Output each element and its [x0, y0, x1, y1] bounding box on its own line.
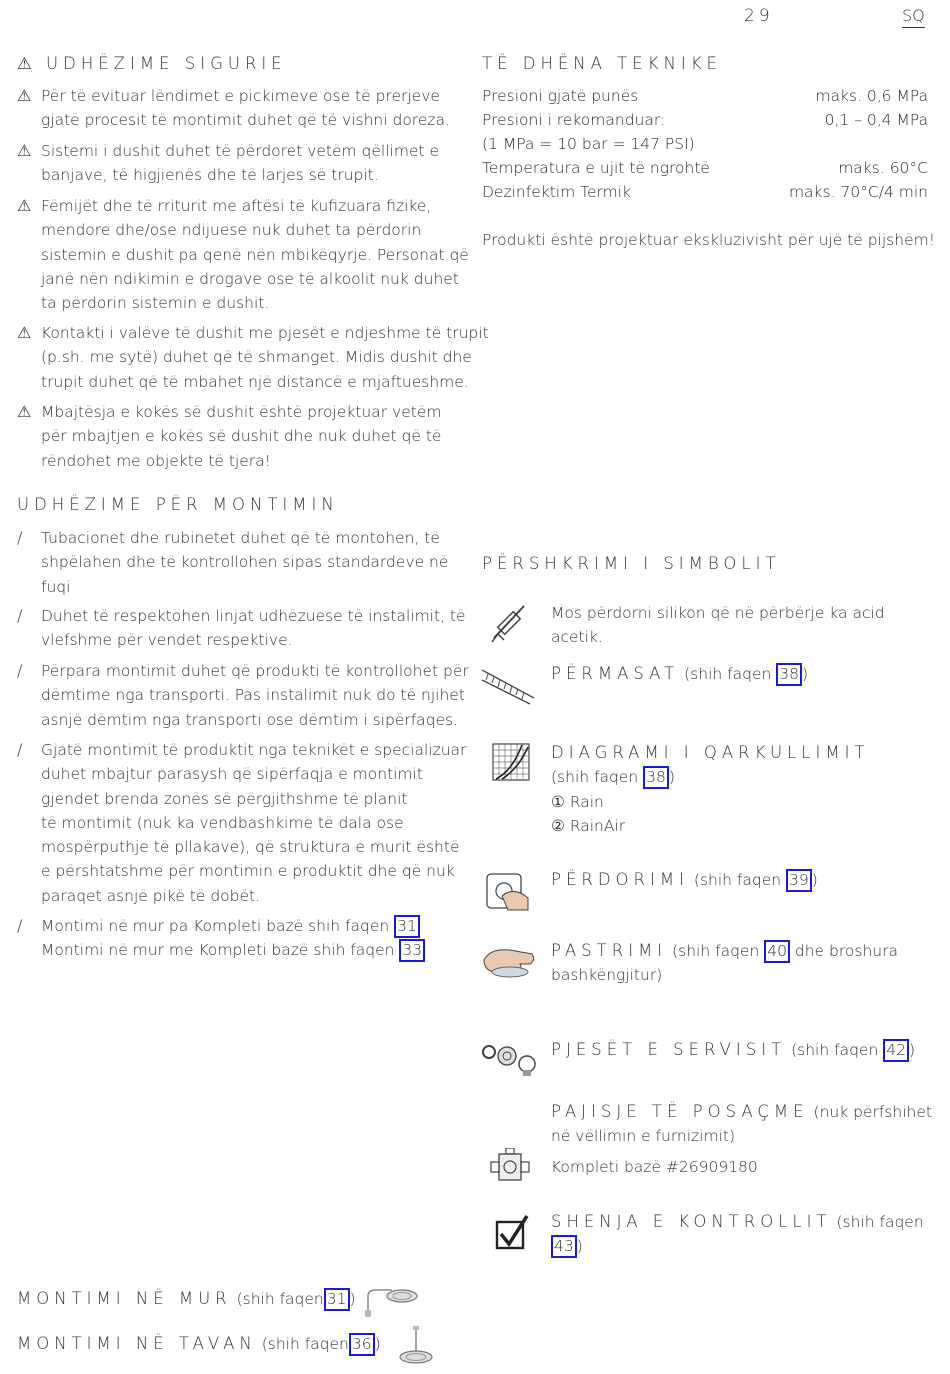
page-link-31-wall[interactable]: 31 [324, 1288, 350, 1311]
wall-shower-icon [362, 1282, 420, 1320]
checkbox-checked-icon [494, 1214, 530, 1252]
warning-icon: ⚠ [17, 196, 32, 215]
silicone-warning: Mos përdorni silikon që në përbërje ka acid acetik. [551, 604, 885, 647]
ruler-icon [480, 666, 538, 706]
warning-icon: ⚠ [17, 323, 32, 342]
tech-row: Presioni gjatë punës maks. 0,6 MPa [482, 87, 928, 105]
cleaning-hand-icon [480, 940, 538, 980]
page-link-36[interactable]: 36 [349, 1333, 375, 1356]
ceiling-mounting-ref: MONTIMI NË TAVAN (shih faqen 36 ) [17, 1332, 381, 1356]
flow-diagram-icon [492, 743, 530, 781]
mounting-item-5: / Montimi në mur pa Kompleti bazë shih faqen 31 Montimi në mur me Kompleti bazë shih faqen 33 [17, 914, 425, 963]
tech-row: Temperatura e ujit të ngrohtë maks. 60°C [482, 159, 928, 177]
silicone-gun-icon [488, 600, 532, 644]
flow-diagram-ref: DIAGRAMI I QARKULLIMIT (shih faqen 38 ) ① Rain ② RainAir [551, 743, 870, 835]
base-kit-icon [489, 1148, 531, 1186]
page-link-31[interactable]: 31 [394, 915, 420, 938]
slash-bullet: / [17, 528, 23, 547]
tech-heading: TË DHËNA TEKNIKE [482, 54, 722, 73]
wall-mounting-ref: MONTIMI NË MUR (shih faqen 31 ) [17, 1287, 356, 1311]
tech-row: Dezinfektim Termik maks. 70°C/4 min [482, 183, 928, 201]
mounting-item-2: / Duhet të respektohen linjat udhëzuese të instalimit, të vlefshme për vendet respektive. [17, 606, 466, 650]
mounting-item-4: / Gjatë montimit të produktit nga teknikët e specializuar duhet mbajtur parasysh që sipërfaqja e montimit gjendet brenda zonës së përgjithshme të planit të montimit (nuk ka vendbashkime të dala ose mospërputhje të pllakave), që struktura e murit është e përshtatshme për montimin e produktit dhe që nuk paraqet asnjë pikë të dobët. [17, 740, 467, 905]
cleaning-ref: PASTRIMI (shih faqen 40 dhe broshura bashkëngjitur) [551, 941, 898, 985]
mounting-item-1: / Tubacionet dhe rubinetet duhet që të montohen, të shpëlahen dhe të kontrollohen sipas standardeve në fuqi [17, 528, 449, 596]
usage-ref: PËRDORIMI (shih faqen 39 ) [551, 868, 818, 892]
dimensions-ref: PËRMASAT (shih faqen 38 ) [551, 662, 808, 686]
safety-item-2: ⚠ Sistemi i dushit duhet të përdoret vetëm qëllimet e banjave, të higjienës dhe të larjes së trupit. [17, 141, 440, 185]
warning-icon: ⚠ [17, 86, 32, 105]
page-link-38[interactable]: 38 [776, 663, 802, 686]
warning-icon: ⚠ [17, 54, 32, 73]
tech-row: Presioni i rekomanduar: 0,1 – 0,4 MPa [482, 111, 928, 129]
slash-bullet: / [17, 661, 23, 680]
special-accessories: PAJISJE TË POSAÇME (nuk përfshihet në vëllimin e furnizimit) [551, 1102, 932, 1146]
page-link-38-flow[interactable]: 38 [643, 766, 669, 789]
warning-icon: ⚠ [17, 141, 32, 160]
base-kit-label: Kompleti bazë #26909180 [551, 1158, 758, 1176]
slash-bullet: / [17, 740, 23, 759]
safety-heading: ⚠ UDHËZIME SIGURIE [17, 54, 287, 73]
spare-parts-icon [481, 1040, 539, 1078]
hand-control-icon [484, 868, 534, 912]
warning-icon: ⚠ [17, 402, 32, 421]
page-link-42[interactable]: 42 [883, 1039, 909, 1062]
safety-item-5: ⚠ Mbajtësja e kokës së dushit është projektuar vetëm për mbajtjen e kokës së dushit dhe nuk duhet që të rëndohet me objekte të tjera! [17, 402, 442, 470]
slash-bullet: / [17, 916, 23, 935]
ceiling-shower-icon [396, 1325, 436, 1369]
page-link-39[interactable]: 39 [786, 869, 812, 892]
safety-item-1: ⚠ Për të evituar lëndimet e pickimeve ose të prerjeve gjatë procesit të montimit duhet që të vishni doreza. [17, 86, 450, 130]
language-code: SQ [902, 6, 925, 28]
page-link-43[interactable]: 43 [551, 1235, 577, 1258]
slash-bullet: / [17, 606, 23, 625]
safety-item-3: ⚠ Fëmijët dhe të rriturit me aftësi të kufizuara fizike, mendore dhe/ose ndijuese nuk duhet ta përdorin sistemin e dushit pa qenë nën mbikëqyrje. Personat që janë nën ndikimin e drogave ose të alkoolit nuk duhet ta përdorin sistemin e dushit. [17, 196, 469, 313]
symbols-heading: PËRSHKRIMI I SIMBOLIT [482, 554, 781, 573]
safety-item-4: ⚠ Kontakti i valëve të dushit me pjesët e ndjeshme të trupit (p.sh. me sytë) duhet që të shmanget. Midis dushit dhe trupit duhet që të mbahet një distancë e mjaftueshme. [17, 323, 489, 391]
page-number: 29 [744, 6, 774, 26]
spare-parts-ref: PJESËT E SERVISIT (shih faqen 42 ) [551, 1038, 915, 1062]
mounting-item-3: / Përpara montimit duhet që produkti të kontrollohet për dëmtime nga transporti. Pas instalimit nuk do të njihet asnjë dëmtim nga transporti ose dëmtim i sipërfaqes. [17, 661, 469, 729]
mounting-heading: UDHËZIME PËR MONTIMIN [17, 495, 339, 514]
check-mark-ref: SHENJA E KONTROLLIT (shih faqen 43 ) [551, 1210, 924, 1259]
drinking-water-note: Produkti është projektuar ekskluzivisht për ujë të pijshëm! [482, 231, 935, 249]
page-link-33[interactable]: 33 [399, 939, 425, 962]
tech-row: (1 MPa = 10 bar = 147 PSI) [482, 135, 695, 153]
page-link-40[interactable]: 40 [764, 940, 790, 963]
